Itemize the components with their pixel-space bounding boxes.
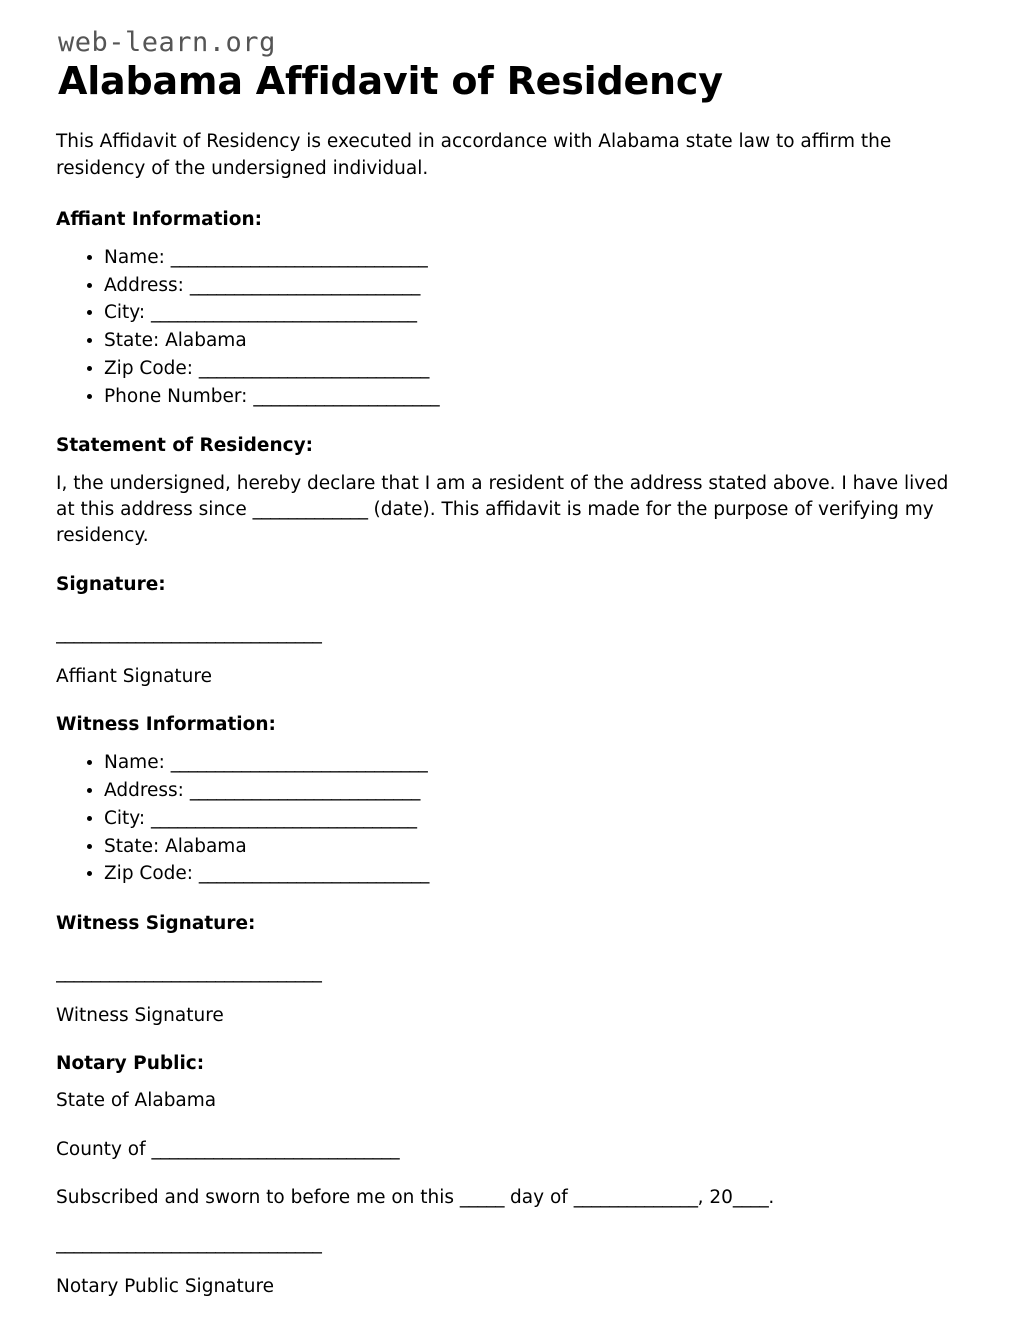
- field-label: Address:: [104, 274, 184, 296]
- list-item: [104, 833, 965, 861]
- field-label: Zip Code:: [104, 863, 194, 885]
- notary-signature-line[interactable]: ______________________________: [56, 1233, 322, 1255]
- field-label: City:: [104, 807, 146, 829]
- field-blank[interactable]: __________________________: [198, 863, 430, 885]
- sworn-year-blank[interactable]: ____: [732, 1186, 769, 1208]
- sworn-day-blank[interactable]: _____: [459, 1186, 505, 1208]
- affiant-information-list: [56, 244, 965, 411]
- notary-signature-block: [56, 1233, 965, 1299]
- notary-public-heading: Notary Public:: [56, 1053, 205, 1075]
- field-blank[interactable]: __________________________: [198, 357, 430, 379]
- list-item: [104, 805, 965, 833]
- field-blank[interactable]: ______________________________: [151, 807, 417, 829]
- sworn-text-1: Subscribed and sworn to before me on this: [56, 1186, 460, 1208]
- field-label: Name:: [104, 752, 165, 774]
- list-item: [104, 860, 965, 888]
- list-item: [104, 777, 965, 805]
- affiant-signature-block: [56, 609, 965, 689]
- field-label: City:: [104, 302, 146, 324]
- list-item: [104, 244, 965, 272]
- sworn-month-blank[interactable]: ______________: [573, 1186, 698, 1208]
- sworn-text-4: .: [768, 1186, 775, 1208]
- county-label: County of: [56, 1138, 152, 1160]
- list-item: [104, 749, 965, 777]
- statement-of-residency-heading: Statement of Residency:: [56, 435, 314, 457]
- field-label: State: Alabama: [104, 835, 247, 857]
- list-item: [104, 327, 965, 355]
- field-blank[interactable]: _____________________________: [170, 246, 428, 268]
- field-blank[interactable]: _____________________________: [170, 752, 428, 774]
- affiant-information-heading: Affiant Information:: [56, 208, 263, 230]
- witness-information-list: [56, 749, 965, 888]
- signature-spacer: [56, 948, 965, 962]
- witness-information-heading: Witness Information:: [56, 714, 276, 736]
- statement-of-residency-text: [56, 471, 956, 550]
- affiant-signature-caption: Affiant Signature: [56, 666, 212, 688]
- notary-state-line: State of Alabama: [56, 1090, 217, 1112]
- witness-signature-caption: Witness Signature: [56, 1005, 224, 1027]
- field-blank[interactable]: ______________________________: [151, 302, 417, 324]
- page-title: Alabama Affidavit of Residency: [58, 58, 723, 103]
- county-blank[interactable]: ____________________________: [151, 1138, 400, 1160]
- notary-county-line: [56, 1137, 956, 1163]
- list-item: [104, 383, 965, 411]
- signature-heading: Signature:: [56, 574, 166, 596]
- intro-paragraph: This Affidavit of Residency is executed in accordance with Alabama state law to affirm the residency of the undersigned individual.: [56, 131, 892, 179]
- field-label: State: Alabama: [104, 330, 247, 352]
- sworn-text-3: , 20: [697, 1186, 733, 1208]
- witness-signature-block: [56, 948, 965, 1028]
- field-blank[interactable]: __________________________: [189, 780, 420, 802]
- sworn-text-2: day of: [504, 1186, 574, 1208]
- statement-text-before: I, the undersigned, hereby declare that I am a resident of the address stated above. I have lived at this address since: [56, 472, 949, 520]
- statement-date-blank[interactable]: _____________: [252, 498, 368, 520]
- site-brand: web-learn.org: [58, 27, 276, 58]
- notary-sworn-line: [56, 1185, 956, 1211]
- field-label: Address:: [104, 780, 184, 802]
- witness-signature-line[interactable]: ______________________________: [56, 962, 322, 984]
- field-blank[interactable]: __________________________: [189, 274, 420, 296]
- field-label: Zip Code:: [104, 357, 194, 379]
- notary-signature-caption: Notary Public Signature: [56, 1276, 275, 1298]
- list-item: [104, 355, 965, 383]
- list-item: [104, 272, 965, 300]
- list-item: [104, 299, 965, 327]
- witness-signature-heading: Witness Signature:: [56, 913, 256, 935]
- statement-text-after: (date). This affidavit is made for the purpose of verifying my residency.: [56, 498, 934, 547]
- field-blank[interactable]: _____________________: [253, 385, 440, 407]
- field-label: Name:: [104, 246, 165, 268]
- field-label: Phone Number:: [104, 385, 248, 407]
- affiant-signature-line[interactable]: ______________________________: [56, 623, 322, 645]
- signature-spacer: [56, 609, 965, 623]
